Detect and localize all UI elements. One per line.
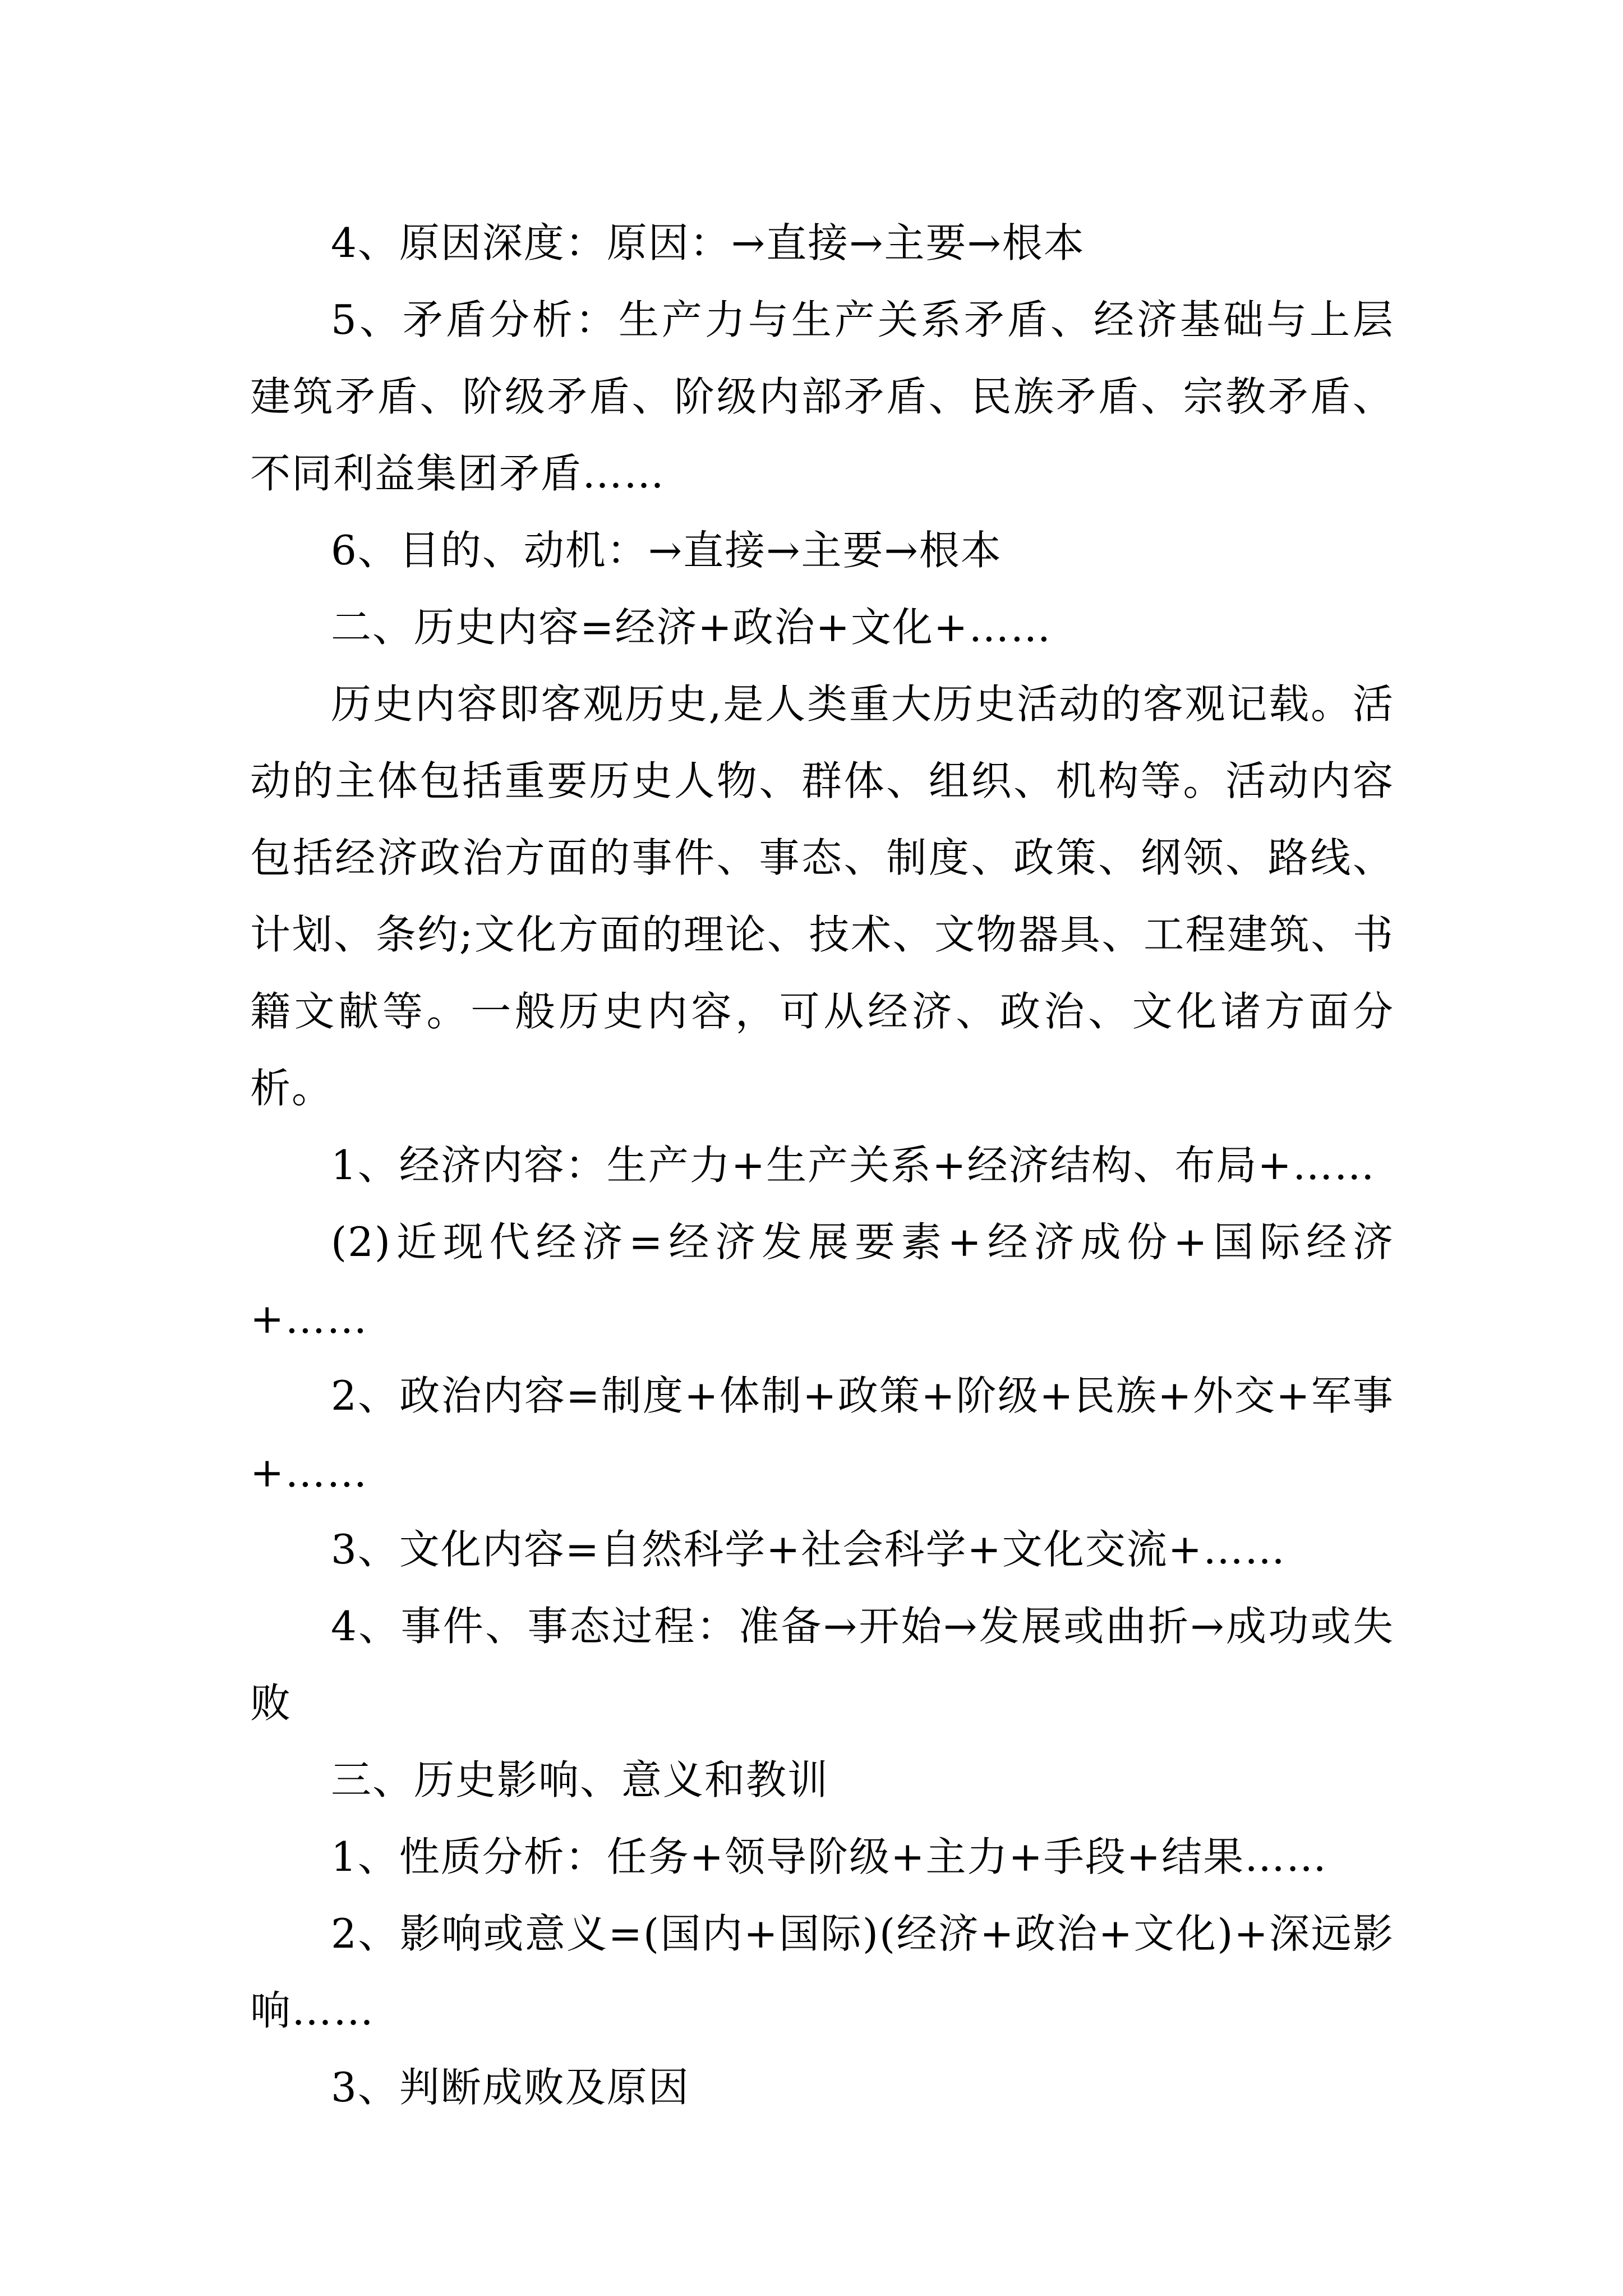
paragraph-impact-significance: 2、影响或意义=(国内+国际)(经济+政治+文化)+深远影响……	[250, 1910, 1394, 2034]
paragraph-political-content: 2、政治内容=制度+体制+政策+阶级+民族+外交+军事+……	[250, 1372, 1394, 1496]
section-heading-historical-content: 二、历史内容=经济+政治+文化+……	[331, 604, 1052, 651]
paragraph-economic-content: 1、经济内容：生产力+生产关系+经济结构、布局+……	[331, 1142, 1376, 1189]
section-heading-historical-impact: 三、历史影响、意义和教训	[331, 1756, 829, 1803]
paragraph-historical-content-definition: 历史内容即客观历史,是人类重大历史活动的客观记载。活动的主体包括重要历史人物、群体、组织、机构等。活动内容包括经济政治方面的事件、事态、制度、政策、纲领、路线、计划、条约;文化方面的理论、技术、文物器具、工程建筑、书籍文献等。一般历史内容，可从经济、政治、文化诸方面分析。	[250, 680, 1394, 1112]
paragraph-purpose-motive: 6、目的、动机：→直接→主要→根本	[331, 527, 1002, 574]
paragraph-modern-economy: (2)近现代经济=经济发展要素+经济成份+国际经济+……	[250, 1218, 1394, 1342]
paragraph-judge-success-failure: 3、判断成败及原因	[331, 2064, 690, 2111]
paragraph-nature-analysis: 1、性质分析：任务+领导阶级+主力+手段+结果……	[331, 1833, 1328, 1880]
paragraph-cultural-content: 3、文化内容=自然科学+社会科学+文化交流+……	[331, 1526, 1287, 1573]
document-body	[250, 205, 1394, 2126]
paragraph-event-process: 4、事件、事态过程：准备→开始→发展或曲折→成功或失败	[250, 1603, 1394, 1727]
paragraph-cause-depth: 4、原因深度：原因：→直接→主要→根本	[331, 219, 1085, 266]
paragraph-contradiction-analysis: 5、矛盾分析：生产力与生产关系矛盾、经济基础与上层建筑矛盾、阶级矛盾、阶级内部矛盾、民族矛盾、宗教矛盾、不同利益集团矛盾……	[250, 296, 1394, 497]
